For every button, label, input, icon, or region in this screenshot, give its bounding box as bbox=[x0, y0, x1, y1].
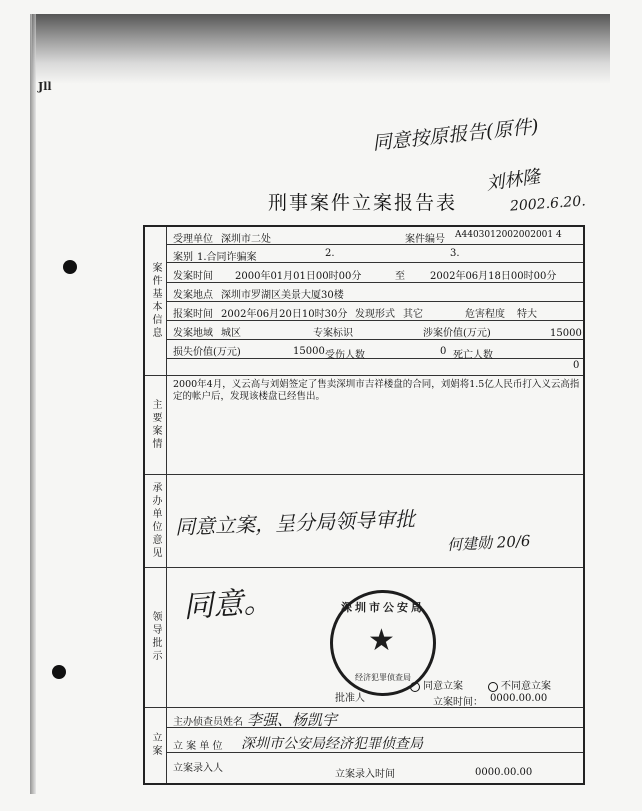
receiving-unit-label: 受理单位 bbox=[173, 234, 213, 245]
report-form bbox=[143, 225, 585, 785]
dead: 0 bbox=[573, 360, 580, 371]
category-2: 2. bbox=[325, 248, 335, 259]
injured-label: 受伤人数 bbox=[325, 350, 365, 361]
dead-label: 死亡人数 bbox=[453, 350, 493, 361]
handwritten-date: 2002.6.20. bbox=[509, 193, 587, 215]
document-title: 刑事案件立案报告表 bbox=[268, 192, 458, 214]
investigator-handwriting: 李强、杨凯宇 bbox=[247, 711, 338, 729]
case-no: A4403012002002001 4 bbox=[455, 230, 562, 240]
danger-label: 危害程度 bbox=[465, 309, 505, 320]
report-time: 2002年06月20日10时30分 bbox=[221, 309, 348, 320]
loss-label: 损失价值(万元) bbox=[173, 347, 241, 358]
unit-opinion-signature: 何建勋 20/6 bbox=[446, 531, 531, 555]
section-label-unit-opinion: 承办单位意见 bbox=[145, 474, 167, 567]
time-from: 2000年01月01日00时00分 bbox=[235, 271, 362, 282]
case-no-label: 案件编号 bbox=[405, 234, 445, 245]
leader-approval-handwriting: 同意。 bbox=[182, 583, 275, 626]
entry-time: 0000.00.00 bbox=[475, 767, 533, 778]
injured: 0 bbox=[440, 346, 447, 357]
scan-shadow-left bbox=[30, 14, 36, 794]
main-facts-text: 2000年4月，义云高与刘娟签定了售卖深圳市吉祥楼盘的合同，刘娟将1.5亿人民币打入义云高指定的帐户后，发现该楼盘已经售出。 bbox=[173, 379, 580, 402]
discovery: 其它 bbox=[403, 309, 423, 320]
time-label: 发案时间 bbox=[173, 271, 213, 282]
category-label: 案别 bbox=[173, 252, 193, 263]
handwritten-signature: 刘林隆 bbox=[485, 166, 542, 195]
special-label: 专案标识 bbox=[313, 328, 353, 339]
place-label: 发案地点 bbox=[173, 290, 213, 301]
region-label: 发案地域 bbox=[173, 328, 213, 339]
handwritten-note: 同意按原报告(原件) bbox=[371, 115, 540, 155]
entry-time-label: 立案录入时间 bbox=[335, 769, 395, 780]
filing-unit-handwriting: 深圳市公安局经济犯罪侦查局 bbox=[241, 736, 423, 752]
investigator-label: 主办侦查员姓名 bbox=[173, 717, 243, 728]
star-icon: ★ bbox=[368, 623, 395, 658]
filing-time-label: 立案时间： bbox=[433, 697, 483, 708]
approver-label: 批准人 bbox=[335, 693, 365, 704]
disagree-option: 不同意立案 bbox=[485, 677, 551, 692]
danger: 特大 bbox=[517, 309, 537, 320]
official-seal bbox=[330, 590, 436, 696]
section-label-case-info: 案件基本信息 bbox=[145, 227, 167, 375]
loss: 15000 bbox=[293, 346, 325, 357]
seal-top-text: 深圳市公安局 bbox=[341, 601, 425, 614]
time-to: 2002年06月18日00时00分 bbox=[430, 271, 557, 282]
region: 城区 bbox=[221, 328, 241, 339]
receiving-unit: 深圳市二处 bbox=[221, 234, 271, 245]
agree-option: 同意立案 bbox=[407, 677, 463, 692]
value-label: 涉案价值(万元) bbox=[423, 328, 491, 339]
discovery-label: 发现形式 bbox=[355, 309, 395, 320]
section-label-main-facts: 主要案情 bbox=[145, 375, 167, 474]
filing-unit-label: 立 案 单 位 bbox=[173, 741, 223, 752]
category-3: 3. bbox=[450, 248, 460, 259]
value: 15000 bbox=[550, 328, 582, 339]
punch-hole bbox=[52, 665, 66, 679]
category-1: 1.合同诈骗案 bbox=[197, 252, 257, 263]
place: 深圳市罗湖区美景大厦30楼 bbox=[221, 290, 344, 301]
entry-person-label: 立案录入人 bbox=[173, 763, 223, 774]
section-label-leader-approval: 领导批示 bbox=[145, 567, 167, 707]
corner-text: Jll bbox=[38, 80, 52, 93]
seal-bottom-text: 经济犯罪侦查局 bbox=[355, 673, 411, 682]
filing-time: 0000.00.00 bbox=[490, 693, 548, 704]
time-to-label: 至 bbox=[395, 271, 405, 282]
scan-shadow-top bbox=[32, 14, 610, 84]
section-label-filing: 立案 bbox=[145, 707, 167, 783]
report-time-label: 报案时间 bbox=[173, 309, 213, 320]
punch-hole bbox=[63, 260, 77, 274]
unit-opinion-handwriting: 同意立案，呈分局领导审批 bbox=[174, 506, 416, 540]
